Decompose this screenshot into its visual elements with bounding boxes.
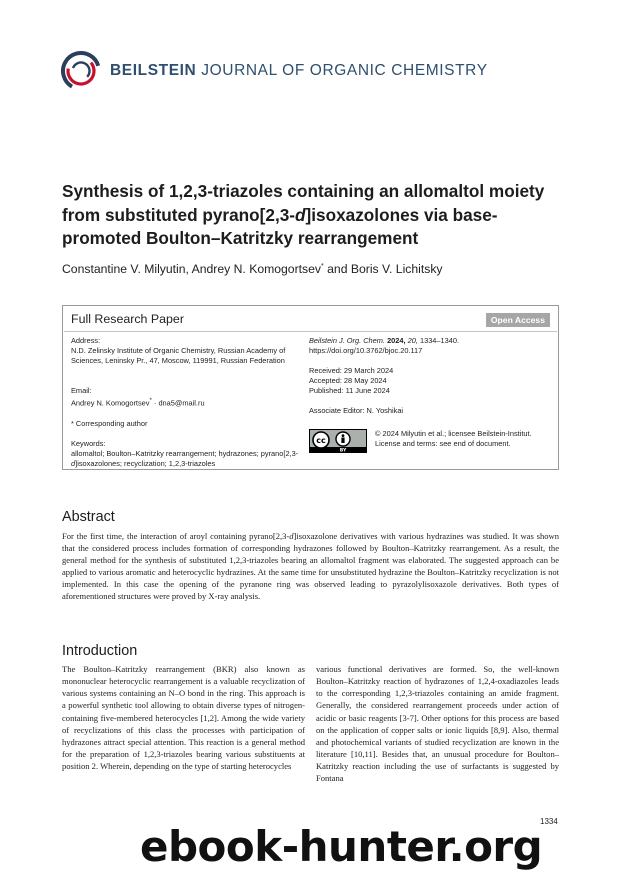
- abstract-heading: Abstract: [62, 509, 115, 525]
- citation-volume: 20,: [407, 336, 418, 345]
- corresponding-author-note: * Corresponding author: [71, 418, 148, 428]
- info-left-column: [71, 336, 301, 469]
- article-title-text: Synthesis of 1,2,3-triazoles containing an allomaltol moiety from substituted pyrano[2,3-d]isoxazolones via base-promoted Boulton–Katritzky rearrangement: [62, 181, 545, 248]
- copyright-line: © 2024 Milyutin et al.; licensee Beilstein-Institut.: [375, 428, 532, 438]
- article-title: [62, 180, 562, 251]
- doi-link[interactable]: https://doi.org/10.3762/bjoc.20.117: [309, 346, 423, 356]
- address-text: N.D. Zelinsky Institute of Organic Chemistry, Russian Academy of Sciences, Leninsky Pr., 47, Moscow, 119991, Russian Federation: [71, 346, 286, 366]
- authors-first: Constantine V. Milyutin, Andrey N. Komogortsev: [62, 262, 322, 276]
- email-label: Email:: [71, 386, 92, 396]
- cc-by-license-icon[interactable]: [309, 429, 367, 453]
- author-list: [62, 262, 562, 276]
- citation-line: [309, 336, 554, 346]
- license-terms-line: License and terms: see end of document.: [375, 438, 511, 448]
- license-row: [309, 429, 554, 453]
- citation-pages: 1334–1340.: [419, 336, 460, 345]
- introduction-heading: Introduction: [62, 643, 138, 659]
- citation-journal: Beilstein J. Org. Chem.: [309, 336, 385, 345]
- journal-header: [60, 50, 488, 92]
- license-text: [375, 429, 532, 449]
- article-type: Full Research Paper: [71, 312, 184, 326]
- keywords-list: allomaltol; Boulton–Katritzky rearrangement; hydrazones; pyrano[2,3-d]isoxazolones; recyclization; 1,2,3-triazoles: [71, 449, 299, 469]
- associate-editor: Associate Editor: N. Yoshikai: [309, 406, 404, 416]
- corresponding-mark: *: [321, 262, 324, 270]
- email-line: [71, 396, 301, 409]
- email-address[interactable]: · dna5@mail.ru: [151, 398, 205, 408]
- received-date: Received: 29 March 2024: [309, 366, 394, 376]
- article-info-box: [62, 305, 559, 470]
- introduction-left-column: The Boulton–Katritzky rearrangement (BKR) also known as mononuclear heterocyclic rearrangement is a valuable recyclization of various systems containing an N–O bond in the ring. This approach is a powerful synthetic tool allowing to obtain diverse types of nitrogen-containing five-membered heterocycles [1,2]. Among the wide variety of recyclizations of this class the processes with participation of hydrazones attract special attention. This reaction is a general method for the preparation of 1,2,3-triazoles bearing various substituents at position 2. Wherein, depending on the type of starting heterocycles: [62, 664, 305, 772]
- citation-year: 2024,: [387, 336, 406, 345]
- cc-by-text: BY: [339, 448, 347, 453]
- info-right-column: [309, 336, 554, 453]
- journal-name: [110, 62, 488, 80]
- abstract-body: For the first time, the interaction of aroyl containing pyrano[2,3-d]isoxazolone derivatives with various hydrazines was studied. It was shown that the considered process includes formation of corresponding hydrazones followed by Boulton–Katritzky rearrangement. As a result, the general method for the synthesis of substituted 1,2,3-triazoles bearing an allomaltol fragment was elaborated. The suggested approach can be applied to various aromatic and heterocyclic hydrazines. At the same time for unsubstituted hydrazine the Boulton–Katritzky recyclization is not implemented. In this case the opening of the pyranone ring was observed leading to pyrazolylisoxazole derivatives. Both types of aforementioned structures were proved by X-ray analysis.: [62, 531, 559, 602]
- svg-text:cc: cc: [316, 435, 326, 445]
- keywords-label: Keywords:: [71, 439, 106, 449]
- address-label: Address:: [71, 336, 101, 345]
- email-author: Andrey N. Komogortsev: [71, 398, 150, 408]
- email-mark: *: [149, 397, 152, 405]
- authors-last: and Boris V. Lichitsky: [323, 262, 443, 276]
- open-access-badge: Open Access: [486, 313, 550, 327]
- journal-logo-icon: [60, 50, 102, 92]
- journal-name-light: JOURNAL OF ORGANIC CHEMISTRY: [201, 62, 488, 79]
- watermark-text: ebook-hunter.org: [140, 822, 543, 871]
- introduction-right-column: various functional derivatives are formed. So, the well-known Boulton–Katritzky reaction of hydrazones of 1,2,4-oxadiazoles leads to the corresponding 1,2,3-triazoles containing an amide fragment. Generally, the considered rearrangement proceeds under action of acidic or basic reagents [3-7]. Other options for this process are based on the application of copper salts or ionic liquids [8,9]. Also, thermal and photochemical variants of studied recyclization are known in the literature [10,11]. Besides that, an unusual procedure for Boulton–Katritzky reaction including the use of surfactants is suggested by Fontana: [316, 664, 559, 784]
- journal-name-strong: BEILSTEIN: [110, 62, 197, 79]
- page-number: 1334: [540, 817, 558, 826]
- published-date: Published: 11 June 2024: [309, 386, 390, 396]
- accepted-date: Accepted: 28 May 2024: [309, 376, 387, 386]
- info-box-divider: [64, 331, 557, 332]
